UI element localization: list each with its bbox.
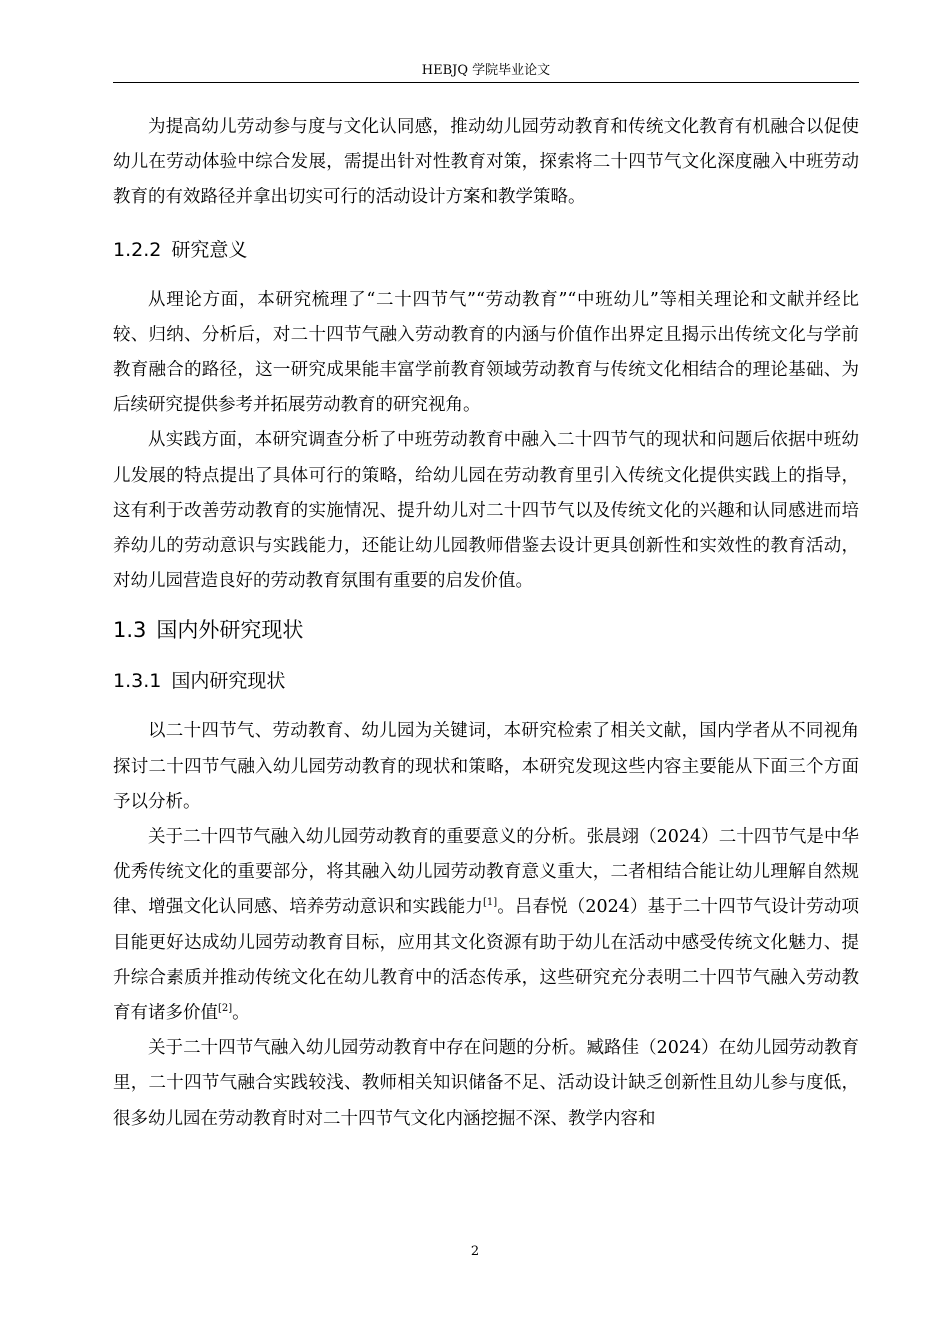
page-header: HEBJQ 学院毕业论文 (113, 60, 859, 83)
paragraph-significance-analysis (113, 820, 859, 1031)
heading-number: 1.3.1 (113, 670, 162, 693)
citation-1: [1] (483, 897, 498, 909)
heading-text: 研究意义 (171, 238, 248, 261)
paragraph-research-goal: 为提高幼儿劳动参与度与文化认同感，推动幼儿园劳动教育和传统文化教育有机融合以促使幼儿在劳动体验中综合发展，需提出针对性教育对策，探索将二十四节气文化深度融入中班劳动教育的有效路径并拿出切实可行的活动设计方案和教学策略。 (113, 117, 859, 208)
paragraph-practical-significance: 从实践方面，本研究调查分析了中班劳动教育中融入二十四节气的现状和问题后依据中班幼儿发展的特点提出了具体可行的策略，给幼儿园在劳动教育里引入传统文化提供实践上的指导，这有利于改善劳动教育的实施情况、提升幼儿对二十四节气以及传统文化的兴趣和认同感进而培养幼儿的劳动意识与实践能力，还能让幼儿园教师借鉴去设计更具创新性和实效性的教育活动，对幼儿园营造良好的劳动教育氛围有重要的启发价值。 (113, 430, 859, 592)
heading-text: 国内研究现状 (171, 670, 286, 693)
page-body (113, 110, 859, 1137)
page-number: 2 (470, 1244, 480, 1259)
paragraph-problem-analysis: 关于二十四节气融入幼儿园劳动教育中存在问题的分析。臧路佳（2024）在幼儿园劳动教育里，二十四节气融合实践较浅、教师相关知识储备不足、活动设计缺乏创新性且幼儿参与度低，很多幼儿园在劳动教育时对二十四节气文化内涵挖掘不深、教学内容和 (113, 1038, 859, 1129)
heading-number: 1.2.2 (113, 238, 162, 261)
citation-2: [2] (218, 1003, 233, 1015)
paragraph-theoretical-significance: 从理论方面，本研究梳理了“二十四节气”“劳动教育”“中班幼儿”等相关理论和文献并经比较、归纳、分析后，对二十四节气融入劳动教育的内涵与价值作出界定且揭示出传统文化与学前教育融合的路径，这一研究成果能丰富学前教育领域劳动教育与传统文化相结合的理论基础、为后续研究提供参考并拓展劳动教育的研究视角。 (113, 289, 859, 416)
paragraph-text: 。吕春悦（2024）基于二十四节气设计劳动项目能更好达成幼儿园劳动教育目标，应用其文化资源有助于幼儿在活动中感受传统文化魅力、提升综合素质并推动传统文化在幼儿教育中的活态传承，这些研究充分表明二十四节气融入劳动教育有诸多价值 (113, 897, 859, 1024)
paragraph-text: 关于二十四节气融入幼儿园劳动教育的重要意义的分析。张晨翊（2024）二十四节气是中华优秀传统文化的重要部分，将其融入幼儿园劳动教育意义重大，二者相结合能让幼儿理解自然规律、增强文化认同感、培养劳动意识和实践能力 (113, 827, 859, 918)
heading-number: 1.3 (113, 618, 147, 643)
paragraph-text: 。 (232, 1003, 250, 1024)
heading-text: 国内外研究现状 (156, 618, 304, 643)
heading-1-2-2 (113, 237, 859, 263)
paragraph-domestic-overview: 以二十四节气、劳动教育、幼儿园为关键词，本研究检索了相关文献，国内学者从不同视角探讨二十四节气融入幼儿园劳动教育的现状和策略，本研究发现这些内容主要能从下面三个方面予以分析。 (113, 721, 859, 812)
heading-1-3-1 (113, 668, 859, 694)
heading-1-3 (113, 616, 859, 644)
